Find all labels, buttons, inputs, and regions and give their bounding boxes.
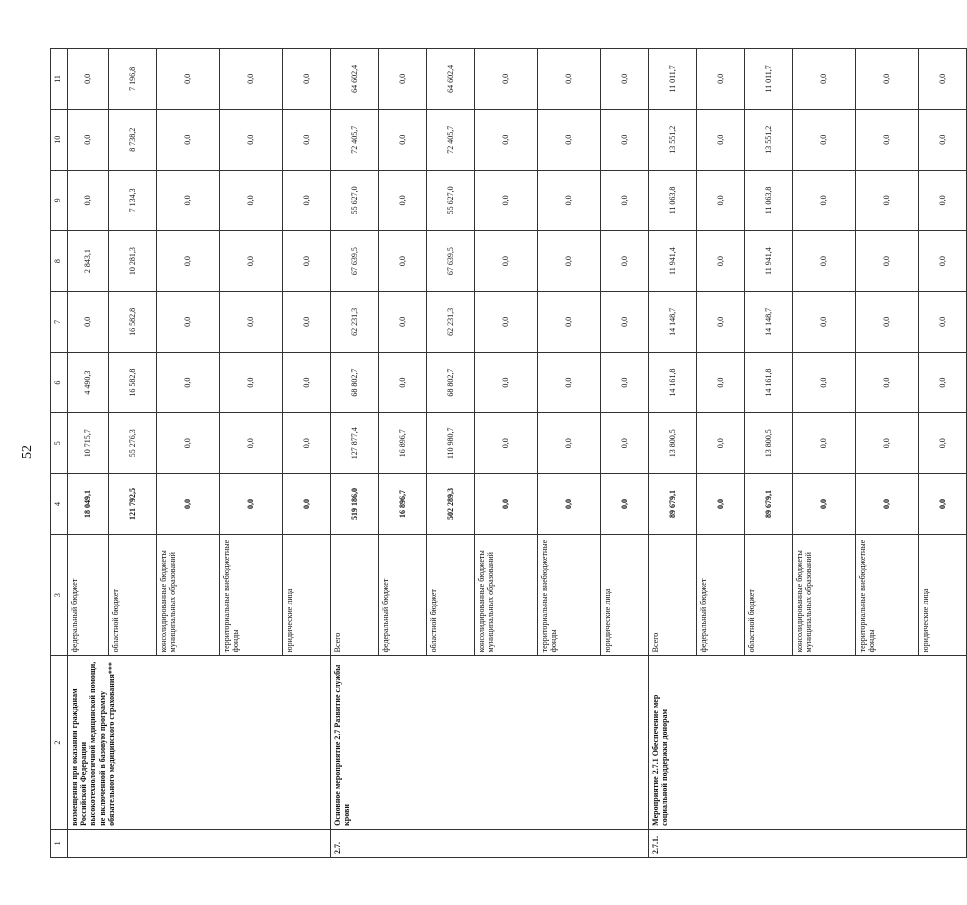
table-row: [68, 48, 109, 857]
value-cell: 519 186,0: [331, 473, 379, 534]
value-cell: 0,0: [793, 473, 856, 534]
funding-source: областной бюджет: [745, 534, 793, 655]
value-cell: 0,0: [697, 170, 745, 231]
value-cell: 0,0: [601, 473, 649, 534]
value-cell: 64 602,4: [331, 48, 379, 109]
funding-source: территориальные внебюджетные фонды: [538, 534, 601, 655]
value-cell: 11 941,4: [745, 230, 793, 291]
value-cell: 18 049,1: [68, 473, 109, 534]
value-cell: 0,0: [475, 230, 538, 291]
value-cell: 0,0: [538, 473, 601, 534]
value-cell: 0,0: [475, 473, 538, 534]
funding-source: консолидированные бюджеты муниципальных образований: [157, 534, 220, 655]
value-cell: 0,0: [601, 352, 649, 413]
value-cell: 0,0: [601, 412, 649, 473]
value-cell: 0,0: [919, 473, 967, 534]
value-cell: 14 161,8: [745, 352, 793, 413]
value-cell: 0,0: [793, 170, 856, 231]
funding-source: территориальные внебюджетные фонды: [856, 534, 919, 655]
budget-table-container: [50, 48, 947, 858]
funding-source: консолидированные бюджеты муниципальных образований: [475, 534, 538, 655]
header-cell: 8: [51, 230, 68, 291]
value-cell: 0,0: [538, 109, 601, 170]
page-number: 52: [20, 445, 35, 459]
value-cell: 0,0: [220, 170, 283, 231]
header-cell: 6: [51, 352, 68, 413]
header-cell: 10: [51, 109, 68, 170]
value-cell: 0,0: [475, 48, 538, 109]
funding-source: Всего: [649, 534, 697, 655]
value-cell: 11 011,7: [745, 48, 793, 109]
value-cell: 0,0: [856, 109, 919, 170]
value-cell: 0,0: [379, 352, 427, 413]
block-title: возмещения при оказании гражданам Российской Федерации высокотехнологичной медицинской помощи, не включенной в базовую программу обязательного медицинского страхования***: [68, 655, 331, 829]
value-cell: 0,0: [475, 109, 538, 170]
block-title: Мероприятие 2.7.1 Обеспечение мер социальной поддержки донорам: [649, 655, 967, 829]
value-cell: 0,0: [220, 109, 283, 170]
funding-source: федеральный бюджет: [68, 534, 109, 655]
funding-source: юридические лица: [283, 534, 331, 655]
value-cell: 13 551,2: [745, 109, 793, 170]
value-cell: 13 800,5: [745, 412, 793, 473]
value-cell: 7 196,8: [109, 48, 157, 109]
value-cell: 16 582,8: [109, 291, 157, 352]
value-cell: 0,0: [283, 109, 331, 170]
value-cell: 10 715,7: [68, 412, 109, 473]
value-cell: 0,0: [283, 412, 331, 473]
funding-source: юридические лица: [601, 534, 649, 655]
value-cell: 0,0: [157, 473, 220, 534]
value-cell: 0,0: [538, 230, 601, 291]
value-cell: 0,0: [538, 291, 601, 352]
block-code: 2.7.: [331, 829, 649, 857]
value-cell: 62 231,3: [331, 291, 379, 352]
value-cell: 0,0: [283, 48, 331, 109]
value-cell: 110 980,7: [427, 412, 475, 473]
value-cell: 55 627,0: [331, 170, 379, 231]
value-cell: 0,0: [68, 291, 109, 352]
value-cell: 10 281,3: [109, 230, 157, 291]
value-cell: 0,0: [793, 352, 856, 413]
value-cell: 0,0: [379, 230, 427, 291]
value-cell: 0,0: [856, 473, 919, 534]
value-cell: 0,0: [220, 48, 283, 109]
header-cell: 11: [51, 48, 68, 109]
value-cell: 67 639,5: [427, 230, 475, 291]
value-cell: 0,0: [919, 109, 967, 170]
value-cell: 0,0: [283, 170, 331, 231]
value-cell: 55 276,3: [109, 412, 157, 473]
value-cell: 0,0: [283, 473, 331, 534]
value-cell: 11 011,7: [649, 48, 697, 109]
value-cell: 2 843,1: [68, 230, 109, 291]
value-cell: 11 941,4: [649, 230, 697, 291]
value-cell: 68 802,7: [427, 352, 475, 413]
funding-source: федеральный бюджет: [697, 534, 745, 655]
value-cell: 0,0: [697, 109, 745, 170]
block-code: 2.7.1.: [649, 829, 967, 857]
value-cell: 0,0: [379, 291, 427, 352]
value-cell: 0,0: [919, 170, 967, 231]
value-cell: 55 627,0: [427, 170, 475, 231]
value-cell: 0,0: [283, 352, 331, 413]
value-cell: 0,0: [220, 230, 283, 291]
value-cell: 14 148,7: [745, 291, 793, 352]
value-cell: 0,0: [856, 170, 919, 231]
value-cell: 0,0: [68, 109, 109, 170]
value-cell: 16 582,8: [109, 352, 157, 413]
value-cell: 0,0: [856, 48, 919, 109]
value-cell: 0,0: [793, 109, 856, 170]
funding-source: областной бюджет: [427, 534, 475, 655]
header-cell: 5: [51, 412, 68, 473]
value-cell: 0,0: [538, 170, 601, 231]
value-cell: 0,0: [601, 48, 649, 109]
value-cell: 11 063,8: [745, 170, 793, 231]
value-cell: 0,0: [68, 170, 109, 231]
value-cell: 0,0: [538, 48, 601, 109]
value-cell: 0,0: [793, 291, 856, 352]
value-cell: 0,0: [919, 352, 967, 413]
value-cell: 0,0: [475, 352, 538, 413]
value-cell: 7 134,3: [109, 170, 157, 231]
value-cell: 0,0: [697, 230, 745, 291]
header-cell: 7: [51, 291, 68, 352]
header-cell: 4: [51, 473, 68, 534]
value-cell: 0,0: [601, 291, 649, 352]
value-cell: 62 231,3: [427, 291, 475, 352]
value-cell: 0,0: [601, 230, 649, 291]
value-cell: 0,0: [919, 230, 967, 291]
value-cell: 0,0: [68, 48, 109, 109]
value-cell: 0,0: [697, 473, 745, 534]
value-cell: 0,0: [856, 412, 919, 473]
value-cell: 121 792,5: [109, 473, 157, 534]
value-cell: 8 738,2: [109, 109, 157, 170]
value-cell: 67 639,5: [331, 230, 379, 291]
funding-source: консолидированные бюджеты муниципальных образований: [793, 534, 856, 655]
value-cell: 13 800,5: [649, 412, 697, 473]
value-cell: 4 490,3: [68, 352, 109, 413]
value-cell: 0,0: [379, 109, 427, 170]
value-cell: 0,0: [283, 291, 331, 352]
value-cell: 68 802,7: [331, 352, 379, 413]
value-cell: 0,0: [157, 109, 220, 170]
value-cell: 0,0: [283, 230, 331, 291]
value-cell: 0,0: [856, 230, 919, 291]
value-cell: 0,0: [157, 230, 220, 291]
value-cell: 0,0: [793, 230, 856, 291]
value-cell: 0,0: [157, 352, 220, 413]
value-cell: 72 405,7: [427, 109, 475, 170]
value-cell: 14 161,8: [649, 352, 697, 413]
value-cell: 13 551,2: [649, 109, 697, 170]
value-cell: 0,0: [157, 412, 220, 473]
block-code: [68, 829, 331, 857]
value-cell: 0,0: [697, 412, 745, 473]
value-cell: 0,0: [856, 352, 919, 413]
value-cell: 0,0: [538, 412, 601, 473]
funding-source: территориальные внебюджетные фонды: [220, 534, 283, 655]
value-cell: 0,0: [793, 48, 856, 109]
value-cell: 0,0: [919, 291, 967, 352]
table-row: [649, 48, 697, 857]
funding-source: Всего: [331, 534, 379, 655]
value-cell: 502 289,3: [427, 473, 475, 534]
value-cell: 72 405,7: [331, 109, 379, 170]
value-cell: 0,0: [379, 170, 427, 231]
value-cell: 0,0: [157, 170, 220, 231]
value-cell: 64 602,4: [427, 48, 475, 109]
value-cell: 16 896,7: [379, 412, 427, 473]
funding-source: областной бюджет: [109, 534, 157, 655]
value-cell: 0,0: [379, 48, 427, 109]
block-title: Основное мероприятие 2.7 Развитие службы крови: [331, 655, 649, 829]
header-cell: 9: [51, 170, 68, 231]
value-cell: 0,0: [220, 473, 283, 534]
value-cell: 0,0: [475, 412, 538, 473]
header-cell: 1: [51, 829, 68, 857]
value-cell: 0,0: [220, 352, 283, 413]
value-cell: 0,0: [157, 48, 220, 109]
value-cell: 0,0: [919, 412, 967, 473]
header-row: [51, 48, 68, 857]
value-cell: 0,0: [919, 48, 967, 109]
value-cell: 0,0: [697, 352, 745, 413]
value-cell: 11 063,8: [649, 170, 697, 231]
table-row: [331, 48, 379, 857]
value-cell: 0,0: [538, 352, 601, 413]
funding-source: федеральный бюджет: [379, 534, 427, 655]
value-cell: 14 148,7: [649, 291, 697, 352]
value-cell: 0,0: [856, 291, 919, 352]
value-cell: 0,0: [157, 291, 220, 352]
funding-source: юридические лица: [919, 534, 967, 655]
value-cell: 0,0: [601, 109, 649, 170]
value-cell: 0,0: [601, 170, 649, 231]
value-cell: 0,0: [220, 412, 283, 473]
value-cell: 16 896,7: [379, 473, 427, 534]
value-cell: 0,0: [220, 291, 283, 352]
value-cell: 0,0: [475, 291, 538, 352]
value-cell: 89 679,1: [745, 473, 793, 534]
header-cell: 2: [51, 655, 68, 829]
value-cell: 127 877,4: [331, 412, 379, 473]
value-cell: 0,0: [697, 291, 745, 352]
budget-table: [50, 48, 967, 858]
value-cell: 89 679,1: [649, 473, 697, 534]
value-cell: 0,0: [475, 170, 538, 231]
value-cell: 0,0: [697, 48, 745, 109]
value-cell: 0,0: [793, 412, 856, 473]
header-cell: 3: [51, 534, 68, 655]
